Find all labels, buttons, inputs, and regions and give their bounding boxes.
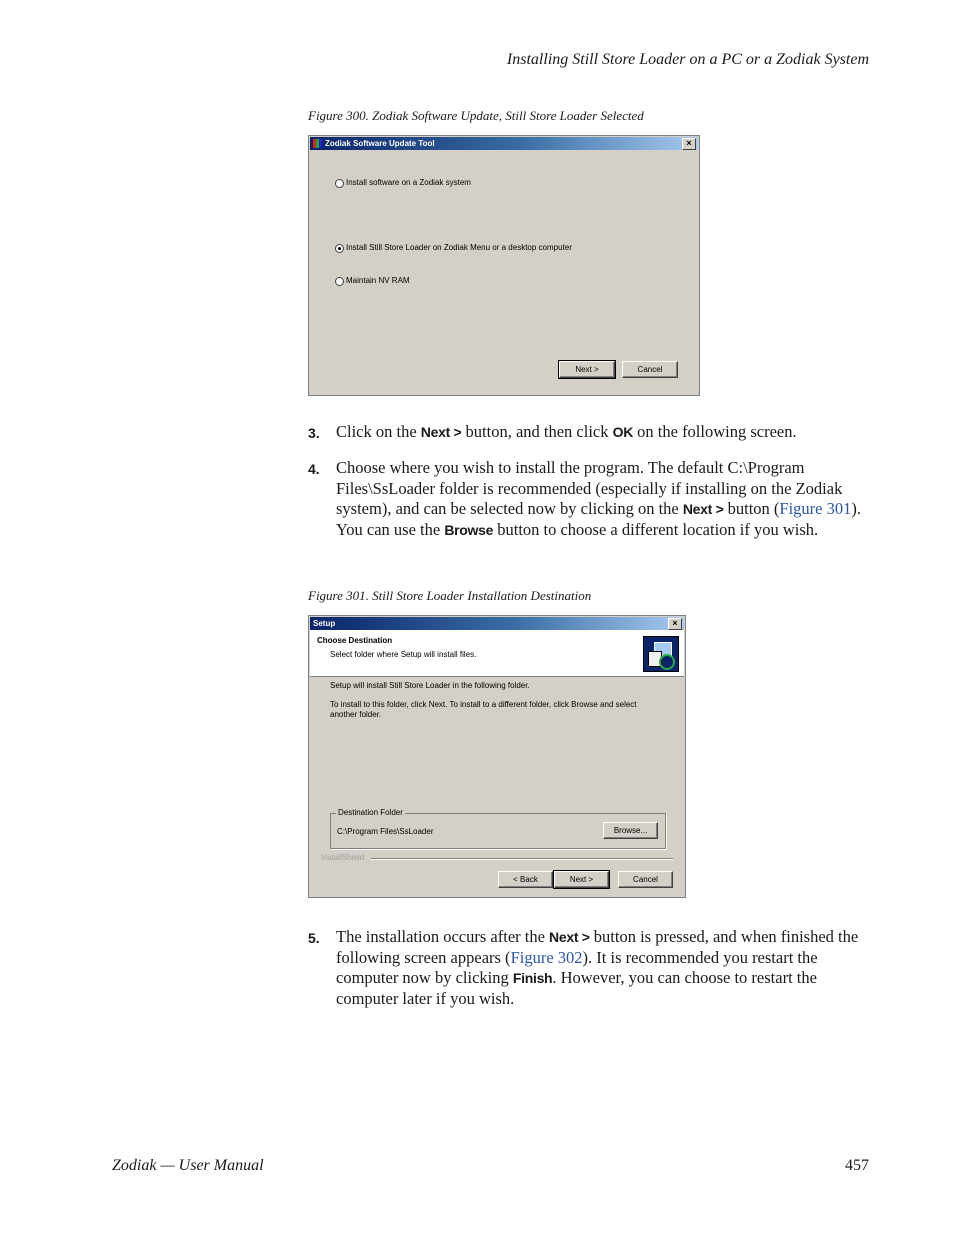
ui-term: Next >	[420, 424, 462, 440]
figure-300-caption: Figure 300. Zodiak Software Update, Still Store Loader Selected	[308, 108, 644, 123]
body-text-1: Setup will install Still Store Loader in the following folder.	[330, 681, 530, 690]
figure-301-link[interactable]: Figure 301	[779, 499, 852, 518]
back-button[interactable]: < Back	[498, 871, 553, 888]
figure-302-link[interactable]: Figure 302	[510, 947, 583, 967]
next-button[interactable]: Next >	[554, 871, 609, 888]
step-5	[308, 927, 868, 1009]
figure-301-caption: Figure 301. Still Store Loader Installation Destination	[308, 588, 592, 603]
step-4	[308, 458, 868, 540]
close-icon[interactable]: ×	[668, 618, 682, 630]
radio-button-selected[interactable]	[335, 244, 344, 253]
ui-term: Browse	[444, 521, 494, 538]
section-heading: Choose Destination	[317, 636, 393, 645]
page-number: 457	[845, 1157, 869, 1174]
step-text: Choose where you wish to install the program. The default C:\Program Files\SsLoader folder is recommended (especially if installing on the Zodiak system), and can be selected now by clicking on the Next > button (Figure 301). You can use the Browse button to choose a different location if you wish.	[336, 458, 861, 539]
folder-path: C:\Program Files\SsLoader	[337, 827, 434, 836]
step-3	[308, 422, 868, 443]
option-label: Maintain NV RAM	[346, 276, 410, 285]
cancel-button[interactable]: Cancel	[622, 361, 678, 378]
section-subheading: Select folder where Setup will install files.	[330, 650, 477, 659]
radio-button[interactable]	[335, 277, 344, 286]
body-text-2: To install to this folder, click Next. To install to a different folder, click Browse and select another folder.	[330, 700, 637, 719]
software-update-dialog	[308, 135, 700, 396]
step-number: 4.	[308, 461, 320, 477]
close-icon[interactable]: ×	[682, 138, 696, 150]
footer-manual-title: Zodiak — User Manual	[112, 1157, 264, 1174]
divider	[371, 858, 673, 860]
running-header: Installing Still Store Loader on a PC or a Zodiak System	[506, 51, 869, 68]
ui-term: Finish	[512, 970, 553, 986]
step-text: The installation occurs after the Next > button is pressed, and when finished the following screen appears (Figure 302). It is recommended you restart the computer now by clicking Finish. However, you can choose to restart the computer later if you wish.	[336, 927, 859, 1008]
radio-button[interactable]	[335, 179, 344, 188]
dialog-title: Zodiak Software Update Tool	[325, 139, 435, 148]
step-number: 5.	[308, 930, 320, 946]
option-label: Install Still Store Loader on Zodiak Menu or a desktop computer	[346, 243, 572, 252]
destination-folder-group	[330, 808, 666, 849]
ui-term: Next >	[682, 501, 724, 517]
ui-term: OK	[612, 424, 634, 440]
cancel-button[interactable]: Cancel	[618, 871, 673, 888]
dialog-title: Setup	[313, 619, 336, 628]
ui-term: Next >	[549, 929, 590, 945]
app-icon	[313, 139, 322, 148]
option-label: Install software on a Zodiak system	[346, 178, 471, 187]
browse-button[interactable]: Browse...	[603, 822, 658, 839]
title-bar	[310, 617, 684, 630]
step-number: 3.	[308, 425, 320, 441]
title-bar	[310, 137, 698, 150]
group-label: Destination Folder	[338, 808, 403, 817]
next-button[interactable]: Next >	[559, 361, 615, 378]
step-text: Click on the Next > button, and then click OK on the following screen.	[336, 422, 797, 441]
setup-icon	[643, 636, 679, 672]
installshield-brand: InstallShield	[321, 853, 365, 862]
setup-dialog	[308, 615, 686, 898]
